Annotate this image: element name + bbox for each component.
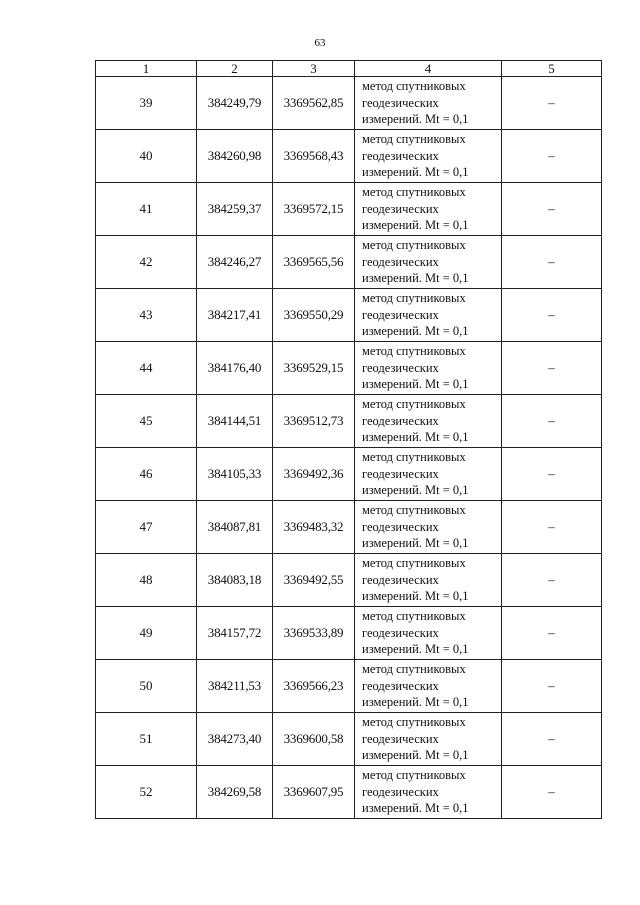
table-row xyxy=(96,183,602,236)
table-row xyxy=(96,660,602,713)
point-number-cell: 50 xyxy=(96,660,197,713)
method-line: геодезических xyxy=(362,413,439,428)
y-coordinate-cell: 3369568,43 xyxy=(273,130,355,183)
method-line: измерений. Mt = 0,1 xyxy=(362,748,469,763)
x-coordinate-cell: 384087,81 xyxy=(197,501,273,554)
note-cell: – xyxy=(502,448,602,501)
method-cell xyxy=(355,342,502,395)
method-cell xyxy=(355,236,502,289)
method-cell xyxy=(355,130,502,183)
note-cell: – xyxy=(502,183,602,236)
x-coordinate-cell: 384260,98 xyxy=(197,130,273,183)
note-cell: – xyxy=(502,236,602,289)
method-line: измерений. Mt = 0,1 xyxy=(362,377,469,392)
x-coordinate-cell: 384144,51 xyxy=(197,395,273,448)
method-line: метод спутниковых xyxy=(362,132,466,147)
method-line: измерений. Mt = 0,1 xyxy=(362,271,469,286)
point-number-cell: 52 xyxy=(96,766,197,819)
y-coordinate-cell: 3369533,89 xyxy=(273,607,355,660)
method-line: геодезических xyxy=(362,625,439,640)
point-number-cell: 47 xyxy=(96,501,197,554)
method-line: метод спутниковых xyxy=(362,556,466,571)
table-row xyxy=(96,713,602,766)
method-line: метод спутниковых xyxy=(362,450,466,465)
point-number-cell: 48 xyxy=(96,554,197,607)
table-row xyxy=(96,501,602,554)
point-number-cell: 39 xyxy=(96,77,197,130)
table-body xyxy=(96,77,602,819)
method-line: измерений. Mt = 0,1 xyxy=(362,536,469,551)
table-row xyxy=(96,342,602,395)
note-cell: – xyxy=(502,395,602,448)
table-row xyxy=(96,395,602,448)
table-row xyxy=(96,554,602,607)
table-row xyxy=(96,130,602,183)
column-header-3: 3 xyxy=(273,61,355,77)
method-line: метод спутниковых xyxy=(362,662,466,677)
y-coordinate-cell: 3369550,29 xyxy=(273,289,355,342)
note-cell: – xyxy=(502,766,602,819)
method-cell xyxy=(355,607,502,660)
y-coordinate-cell: 3369529,15 xyxy=(273,342,355,395)
point-number-cell: 51 xyxy=(96,713,197,766)
table-row xyxy=(96,236,602,289)
method-line: измерений. Mt = 0,1 xyxy=(362,801,469,816)
note-cell: – xyxy=(502,77,602,130)
x-coordinate-cell: 384269,58 xyxy=(197,766,273,819)
method-line: измерений. Mt = 0,1 xyxy=(362,218,469,233)
y-coordinate-cell: 3369600,58 xyxy=(273,713,355,766)
method-line: геодезических xyxy=(362,466,439,481)
method-line: геодезических xyxy=(362,731,439,746)
method-line: метод спутниковых xyxy=(362,185,466,200)
method-line: геодезических xyxy=(362,148,439,163)
method-line: измерений. Mt = 0,1 xyxy=(362,589,469,604)
method-line: метод спутниковых xyxy=(362,291,466,306)
method-line: измерений. Mt = 0,1 xyxy=(362,430,469,445)
header-row xyxy=(96,61,602,77)
column-header-4: 4 xyxy=(355,61,502,77)
method-line: геодезических xyxy=(362,360,439,375)
note-cell: – xyxy=(502,554,602,607)
method-line: измерений. Mt = 0,1 xyxy=(362,483,469,498)
method-cell xyxy=(355,554,502,607)
y-coordinate-cell: 3369512,73 xyxy=(273,395,355,448)
method-line: измерений. Mt = 0,1 xyxy=(362,642,469,657)
method-cell xyxy=(355,766,502,819)
method-cell xyxy=(355,660,502,713)
note-cell: – xyxy=(502,607,602,660)
method-cell xyxy=(355,289,502,342)
note-cell: – xyxy=(502,342,602,395)
y-coordinate-cell: 3369566,23 xyxy=(273,660,355,713)
coordinates-table xyxy=(95,60,602,819)
note-cell: – xyxy=(502,289,602,342)
table-row xyxy=(96,289,602,342)
point-number-cell: 41 xyxy=(96,183,197,236)
point-number-cell: 43 xyxy=(96,289,197,342)
method-line: метод спутниковых xyxy=(362,79,466,94)
column-header-1: 1 xyxy=(96,61,197,77)
y-coordinate-cell: 3369562,85 xyxy=(273,77,355,130)
method-line: геодезических xyxy=(362,678,439,693)
method-line: геодезических xyxy=(362,201,439,216)
method-cell xyxy=(355,77,502,130)
method-cell xyxy=(355,713,502,766)
method-line: измерений. Mt = 0,1 xyxy=(362,112,469,127)
x-coordinate-cell: 384105,33 xyxy=(197,448,273,501)
point-number-cell: 42 xyxy=(96,236,197,289)
method-line: геодезических xyxy=(362,95,439,110)
method-cell xyxy=(355,395,502,448)
x-coordinate-cell: 384249,79 xyxy=(197,77,273,130)
x-coordinate-cell: 384211,53 xyxy=(197,660,273,713)
method-line: геодезических xyxy=(362,307,439,322)
method-line: метод спутниковых xyxy=(362,344,466,359)
y-coordinate-cell: 3369492,55 xyxy=(273,554,355,607)
note-cell: – xyxy=(502,660,602,713)
x-coordinate-cell: 384246,27 xyxy=(197,236,273,289)
method-line: метод спутниковых xyxy=(362,238,466,253)
x-coordinate-cell: 384259,37 xyxy=(197,183,273,236)
method-line: метод спутниковых xyxy=(362,503,466,518)
method-cell xyxy=(355,501,502,554)
method-line: геодезических xyxy=(362,519,439,534)
note-cell: – xyxy=(502,713,602,766)
method-line: метод спутниковых xyxy=(362,397,466,412)
y-coordinate-cell: 3369572,15 xyxy=(273,183,355,236)
table-row xyxy=(96,77,602,130)
page-number: 63 xyxy=(314,37,326,49)
table-row xyxy=(96,766,602,819)
x-coordinate-cell: 384157,72 xyxy=(197,607,273,660)
x-coordinate-cell: 384083,18 xyxy=(197,554,273,607)
method-line: измерений. Mt = 0,1 xyxy=(362,165,469,180)
y-coordinate-cell: 3369565,56 xyxy=(273,236,355,289)
x-coordinate-cell: 384273,40 xyxy=(197,713,273,766)
table-row xyxy=(96,448,602,501)
point-number-cell: 46 xyxy=(96,448,197,501)
table-row xyxy=(96,607,602,660)
y-coordinate-cell: 3369607,95 xyxy=(273,766,355,819)
x-coordinate-cell: 384217,41 xyxy=(197,289,273,342)
note-cell: – xyxy=(502,130,602,183)
point-number-cell: 49 xyxy=(96,607,197,660)
point-number-cell: 44 xyxy=(96,342,197,395)
method-line: метод спутниковых xyxy=(362,715,466,730)
method-line: измерений. Mt = 0,1 xyxy=(362,324,469,339)
point-number-cell: 45 xyxy=(96,395,197,448)
method-line: метод спутниковых xyxy=(362,609,466,624)
method-line: метод спутниковых xyxy=(362,768,466,783)
column-header-2: 2 xyxy=(197,61,273,77)
point-number-cell: 40 xyxy=(96,130,197,183)
method-line: измерений. Mt = 0,1 xyxy=(362,695,469,710)
method-line: геодезических xyxy=(362,572,439,587)
column-header-5: 5 xyxy=(502,61,602,77)
note-cell: – xyxy=(502,501,602,554)
method-line: геодезических xyxy=(362,254,439,269)
y-coordinate-cell: 3369492,36 xyxy=(273,448,355,501)
method-cell xyxy=(355,183,502,236)
y-coordinate-cell: 3369483,32 xyxy=(273,501,355,554)
method-line: геодезических xyxy=(362,784,439,799)
method-cell xyxy=(355,448,502,501)
x-coordinate-cell: 384176,40 xyxy=(197,342,273,395)
